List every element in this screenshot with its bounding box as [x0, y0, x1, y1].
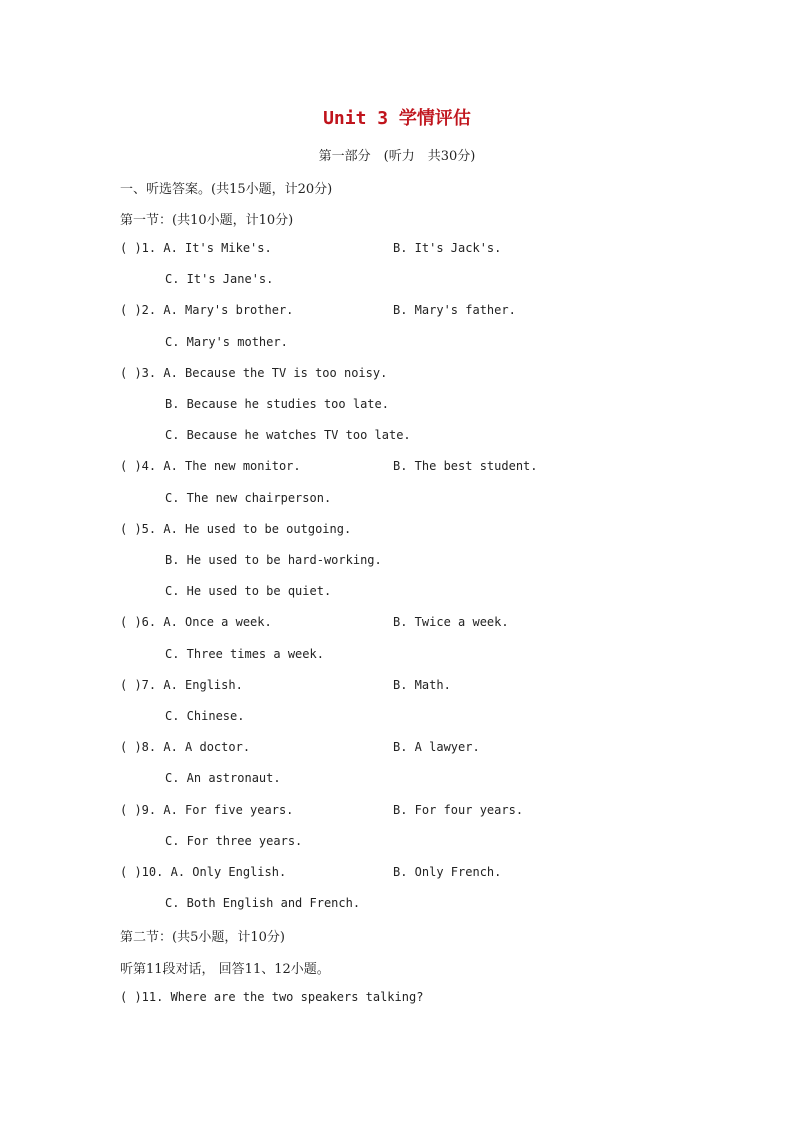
question-10-label: ( )10. A. Only English.: [120, 865, 287, 879]
question-5-label: ( )5. A. He used to be outgoing.: [120, 522, 352, 536]
question-7-row-c: [120, 709, 680, 725]
question-9-option-b: B. For four years.: [393, 803, 524, 817]
question-7-label: ( )7. A. English.: [120, 678, 243, 692]
question-10-option-b: B. Only French.: [393, 865, 502, 879]
question-2-label: ( )2. A. Mary's brother.: [120, 303, 294, 317]
question-4-option-c: C. The new chairperson.: [165, 491, 332, 505]
page-title: Unit 3 学情评估: [323, 108, 471, 129]
question-6: [120, 615, 680, 631]
question-1-label: ( )1. A. It's Mike's.: [120, 241, 272, 255]
question-5: [120, 522, 680, 538]
question-2-row-c: [120, 335, 680, 351]
question-1-option-b: B. It's Jack's.: [393, 241, 502, 255]
question-3-label: ( )3. A. Because the TV is too noisy.: [120, 366, 388, 380]
question-5-option-b: B. He used to be hard-working.: [165, 553, 382, 567]
question-10: [120, 865, 680, 881]
question-3: [120, 366, 680, 382]
question-4-label: ( )4. A. The new monitor.: [120, 459, 301, 473]
question-9-label: ( )9. A. For five years.: [120, 803, 294, 817]
question-5-row-c: [120, 584, 680, 600]
question-5-row-b: [120, 553, 680, 569]
question-9-option-c: C. For three years.: [165, 834, 303, 848]
question-3-option-b: B. Because he studies too late.: [165, 397, 389, 411]
question-6-row-c: [120, 647, 680, 663]
question-8-label: ( )8. A. A doctor.: [120, 740, 251, 754]
part-heading: 第一部分 (听力 共30分): [318, 149, 476, 164]
question-4: [120, 459, 680, 475]
question-6-option-c: C. Three times a week.: [165, 647, 324, 661]
question-2-option-c: C. Mary's mother.: [165, 335, 288, 349]
question-9-row-c: [120, 834, 680, 850]
question-2-option-b: B. Mary's father.: [393, 303, 516, 317]
question-1-option-c: C. It's Jane's.: [165, 272, 274, 286]
section-heading: 一、听选答案。(共15小题，计20分): [120, 182, 333, 197]
question-11: [120, 990, 680, 1006]
question-6-label: ( )6. A. Once a week.: [120, 615, 272, 629]
question-7-option-b: B. Math.: [393, 678, 451, 692]
subsection-heading: 第一节：(共10小题，计10分): [120, 213, 294, 228]
question-3-row-c: [120, 428, 680, 444]
question-7: [120, 678, 680, 694]
question-8-option-b: B. A lawyer.: [393, 740, 480, 754]
subsection-heading-2: 第二节：(共5小题，计10分): [120, 930, 285, 945]
question-3-option-c: C. Because he watches TV too late.: [165, 428, 411, 442]
question-1-row-c: [120, 272, 680, 288]
question-4-row-c: [120, 491, 680, 507]
question-2: [120, 303, 680, 319]
question-8-row-c: [120, 771, 680, 787]
question-10-row-c: [120, 896, 680, 912]
question-10-option-c: C. Both English and French.: [165, 896, 361, 910]
question-8: [120, 740, 680, 756]
question-6-option-b: B. Twice a week.: [393, 615, 509, 629]
question-1: [120, 241, 680, 257]
question-9: [120, 803, 680, 819]
question-5-option-c: C. He used to be quiet.: [165, 584, 332, 598]
question-4-option-b: B. The best student.: [393, 459, 538, 473]
question-3-row-b: [120, 397, 680, 413]
dialogue-instruction: 听第11段对话， 回答11、12小题。: [120, 962, 330, 977]
question-11-text: ( )11. Where are the two speakers talking?: [120, 990, 424, 1004]
question-7-option-c: C. Chinese.: [165, 709, 245, 723]
question-8-option-c: C. An astronaut.: [165, 771, 281, 785]
